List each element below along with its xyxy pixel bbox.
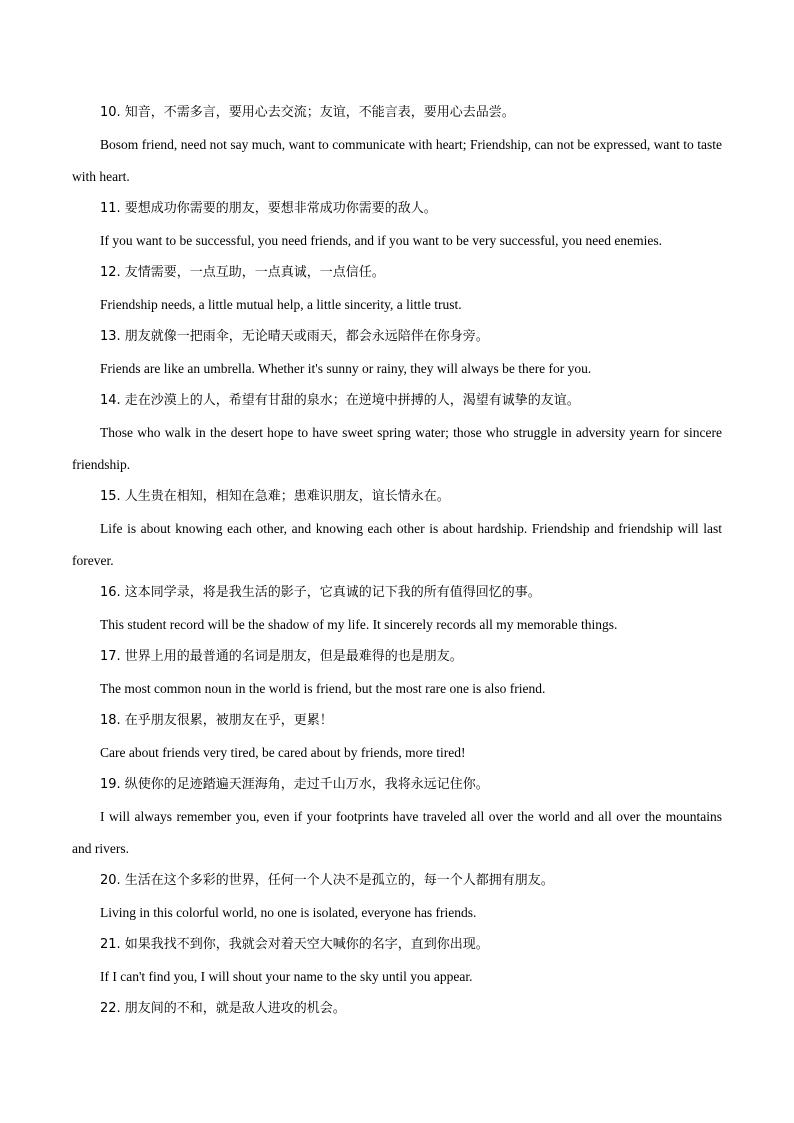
quote-chinese: 15. 人生贵在相知，相知在急难；患难识朋友，谊长情永在。	[100, 489, 450, 504]
quote-entry-10	[72, 97, 722, 193]
quote-english: The most common noun in the world is friend, but the most rare one is also friend.	[100, 681, 546, 696]
quote-chinese: 10. 知音，不需多言，要用心去交流；友谊，不能言表，要用心去品尝。	[100, 105, 515, 120]
quote-english: This student record will be the shadow of my life. It sincerely records all my memorable things.	[100, 617, 618, 632]
quote-chinese: 18. 在乎朋友很累，被朋友在乎，更累！	[100, 713, 333, 728]
quote-english: Bosom friend, need not say much, want to communicate with heart; Friendship, can not be expressed, want to taste with heart.	[72, 137, 722, 184]
quote-entry-20	[72, 865, 722, 929]
quote-entry-15	[72, 481, 722, 577]
quote-chinese: 16. 这本同学录，将是我生活的影子，它真诚的记下我的所有值得回忆的事。	[100, 585, 541, 600]
quote-entry-13	[72, 321, 722, 385]
quote-entry-12	[72, 257, 722, 321]
quote-entry-19	[72, 769, 722, 865]
quote-english: Life is about knowing each other, and knowing each other is about hardship. Friendship and friendship will last forever.	[72, 521, 722, 568]
quote-entry-16	[72, 577, 722, 641]
quote-chinese: 19. 纵使你的足迹踏遍天涯海角，走过千山万水，我将永远记住你。	[100, 777, 489, 792]
quote-english: Living in this colorful world, no one is isolated, everyone has friends.	[100, 905, 477, 920]
quote-chinese: 13. 朋友就像一把雨伞，无论晴天或雨天，都会永远陪伴在你身旁。	[100, 329, 489, 344]
quote-english: If I can't find you, I will shout your name to the sky until you appear.	[100, 969, 473, 984]
quote-english: Friends are like an umbrella. Whether it's sunny or rainy, they will always be there for you.	[100, 361, 592, 376]
quote-entry-18	[72, 705, 722, 769]
quote-entry-14	[72, 385, 722, 481]
quote-entry-11	[72, 193, 722, 257]
quote-entry-17	[72, 641, 722, 705]
quote-chinese: 21. 如果我找不到你，我就会对着天空大喊你的名字，直到你出现。	[100, 937, 489, 952]
quote-chinese: 17. 世界上用的最普通的名词是朋友，但是最难得的也是朋友。	[100, 649, 463, 664]
quote-entry-22	[72, 993, 722, 1025]
quote-english: If you want to be successful, you need friends, and if you want to be very successful, you need enemies.	[100, 233, 662, 248]
quote-english: Those who walk in the desert hope to have sweet spring water; those who struggle in adversity yearn for sincere friendship.	[72, 425, 722, 472]
quote-entry-21	[72, 929, 722, 993]
quote-chinese: 12. 友情需要，一点互助，一点真诚，一点信任。	[100, 265, 385, 280]
quote-english: Care about friends very tired, be cared about by friends, more tired!	[100, 745, 466, 760]
quote-chinese: 22. 朋友间的不和，就是敌人进攻的机会。	[100, 1001, 346, 1016]
quote-english: I will always remember you, even if your footprints have traveled all over the world and all over the mountains and rivers.	[72, 809, 722, 856]
quote-chinese: 20. 生活在这个多彩的世界，任何一个人决不是孤立的，每一个人都拥有朋友。	[100, 873, 554, 888]
quote-english: Friendship needs, a little mutual help, a little sincerity, a little trust.	[100, 297, 462, 312]
quote-chinese: 11. 要想成功你需要的朋友，要想非常成功你需要的敌人。	[100, 201, 437, 216]
quote-chinese: 14. 走在沙漠上的人，希望有甘甜的泉水；在逆境中拼搏的人，渴望有诚挚的友谊。	[100, 393, 580, 408]
